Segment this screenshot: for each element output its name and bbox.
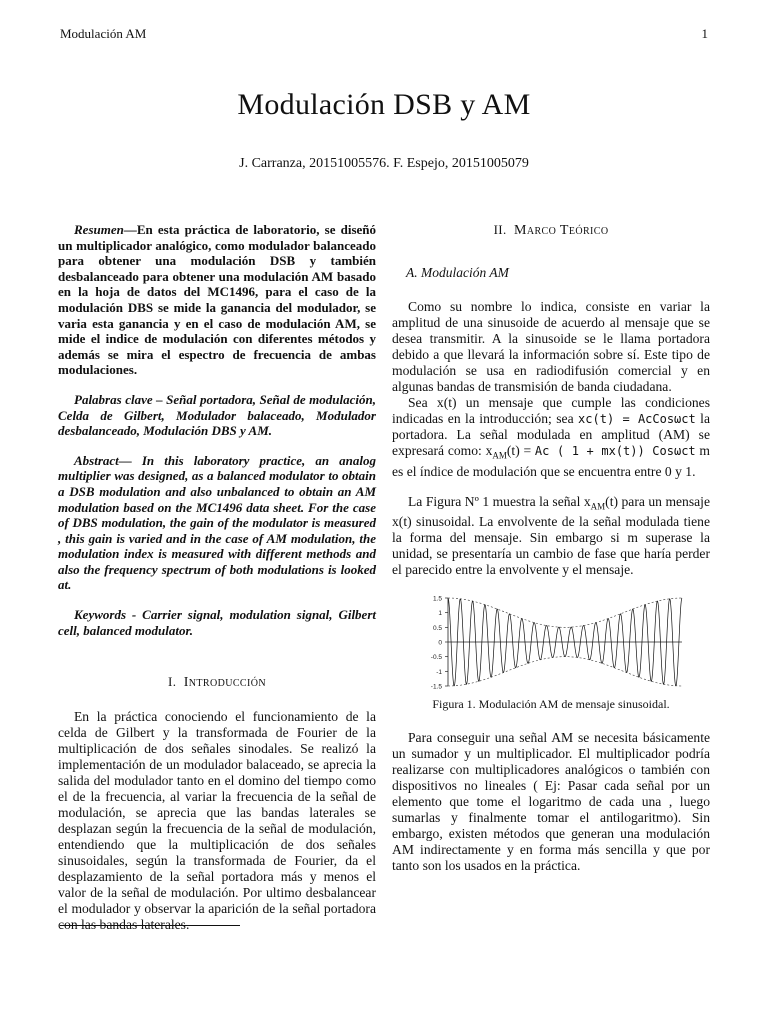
am-equation: Ac ( 1 + mx(t)) Cosωct <box>534 444 696 458</box>
authors: J. Carranza, 20151005576. F. Espejo, 20151005079 <box>239 156 529 171</box>
section-1-title: Introducción <box>183 675 266 691</box>
section-2-numeral: II. <box>493 222 507 237</box>
abstract-en-label: Abstract— <box>74 452 132 468</box>
theory-paragraph-3 <box>392 494 710 579</box>
left-column <box>58 222 376 933</box>
y-tick-label: -1 <box>436 669 442 677</box>
abstract-text: En esta práctica de laboratorio, se diseñó un multiplicador analógico, como modulador balanceado para obtener una modulación DSB y también desbalanceado para obtener una modulación AM basado en la hoja de datos del MC1496, para el caso de la modulación DBS se mide la ganancia del modulador, se varia esta ganancia y en el caso de modulación AM, se mide el indice de modulación con diferentes métodos y además se mira el espectro de frecuencia de ambas modulaciones. <box>58 222 376 378</box>
theory-paragraph-4: Para conseguir una señal AM se necesita básicamente un sumador y un multiplicador. El multiplicador podría realizarse con multiplicadores analógicos o también con dispositivos no lineales ( Ej: Pasar cada señal por un elemento que tome el logaritmo de cada una , luego sumarlas y finalmente tomar el antilogaritmo). Sin embargo, existen métodos que generan una modulación AM indirectamente y en forma más sencilla y que por tanto son los usados en la práctica. <box>392 730 710 874</box>
figure-1 <box>392 590 710 712</box>
theory-paragraph-2 <box>392 395 710 480</box>
keywords-es: Palabras clave – Señal portadora, Señal de modulación, Celda de Gilbert, Modulador balaceado, Modulador desbalanceado, Modulación DBS y AM. <box>58 391 376 439</box>
subsection-a-heading: A. Modulación AM <box>406 265 509 280</box>
p2-text-b: la portadora. La señal modulada en amplitud (AM) se expresará como: x <box>392 411 710 458</box>
p2-text-c: (t) = <box>506 443 535 458</box>
am-chart <box>416 590 686 690</box>
p3-text-a: La Figura Nº 1 muestra la señal x <box>408 493 591 509</box>
abstract-en <box>58 453 376 593</box>
section-1-numeral: I. <box>168 674 177 690</box>
p2-subscript: AM <box>492 450 507 461</box>
abstract-es <box>58 222 376 378</box>
paper-title: Modulación DSB y AM <box>237 88 531 121</box>
y-tick-label: 0.5 <box>432 625 442 633</box>
y-tick-label: -0.5 <box>430 654 442 662</box>
p3-text-b: (t) para un mensaje x(t) sinusoidal. La envolvente de la señal modulada tiene la forma del mensaje. Sin embargo si m superase la unidad, se presentaría un cambio de fase que haría perder el parecido entre la envolvente y el mensaje. <box>392 493 710 578</box>
abstract-en-text: In this laboratory practice, an analog multiplier was designed, as a balanced modulator to obtain a DSB modulation and also unbalanced to obtain an AM modulation based on the MC1496 data sheet. For the case of DBS modulation, the gain of the modulator is measured , this gain is varied and in the case of AM modulation, the modulation index is measured with different methods and also the frequency spectrum of both modulations is looked at. <box>58 452 376 593</box>
page-number: 1 <box>701 26 708 41</box>
section-2-title: Marco Teórico <box>513 223 609 238</box>
y-tick-label: 1.5 <box>432 595 442 603</box>
running-header-left: Modulación AM <box>60 26 147 41</box>
lower-envelope-line <box>448 657 682 686</box>
p2-text-d: m es el índice de modulación que se encuentra entre 0 y 1. <box>392 443 710 479</box>
right-column <box>392 222 710 874</box>
intro-paragraph: En la práctica conociendo el funcionamiento de la celda de Gilbert y la transformada de Fourier de la multiplicación de dos señales sinodales. Se realizó la implementación de un modulador balaceado, se aprecia la salida del modulador tanto en el domino del tiempo como el de la frecuencia, al variar la frecuencia de la señal de modulación, se aprecia que las bandas laterales se desplazan según la frecuencia de la señal de modulación, entendiendo que la multiplicación de dos señales sinusoidales, según la transformada de Fourier, da el desplazamiento de la señal portadora más y menos el valor de la señal de modulación. Por ultimo desbalancear el modulador y observar la aparición de la señal portadora con las bandas laterales. <box>58 709 376 933</box>
y-tick-label: -1.5 <box>430 683 442 691</box>
y-tick-label: 0 <box>438 639 442 647</box>
carrier-equation: xc(t) = AcCosωct <box>578 412 696 426</box>
figure-caption: Figura 1. Modulación AM de mensaje sinusoidal. <box>432 697 670 712</box>
section-2-heading <box>392 222 710 239</box>
p2-text-a: Sea x(t) un mensaje que cumple las condiciones indicadas en la introducción; sea <box>392 395 710 426</box>
section-1-heading <box>58 674 376 691</box>
abstract-label: Resumen— <box>74 222 137 237</box>
theory-paragraph-1: Como su nombre lo indica, consiste en variar la amplitud de una sinusoide de acuerdo al mensaje que se desea transmitir. A la sinusoide se le llama portadora debido a que llevará la información sobre sí. Este tipo de modulación se usa en radiodifusión comercial y en algunas bandas de transmisión de banda ciudadana. <box>392 299 710 394</box>
keywords-en: Keywords - Carrier signal, modulation signal, Gilbert cell, balanced modulator. <box>58 607 376 638</box>
y-tick-label: 1 <box>438 610 442 618</box>
p3-subscript: AM <box>590 501 606 512</box>
footnote-rule <box>60 925 240 926</box>
